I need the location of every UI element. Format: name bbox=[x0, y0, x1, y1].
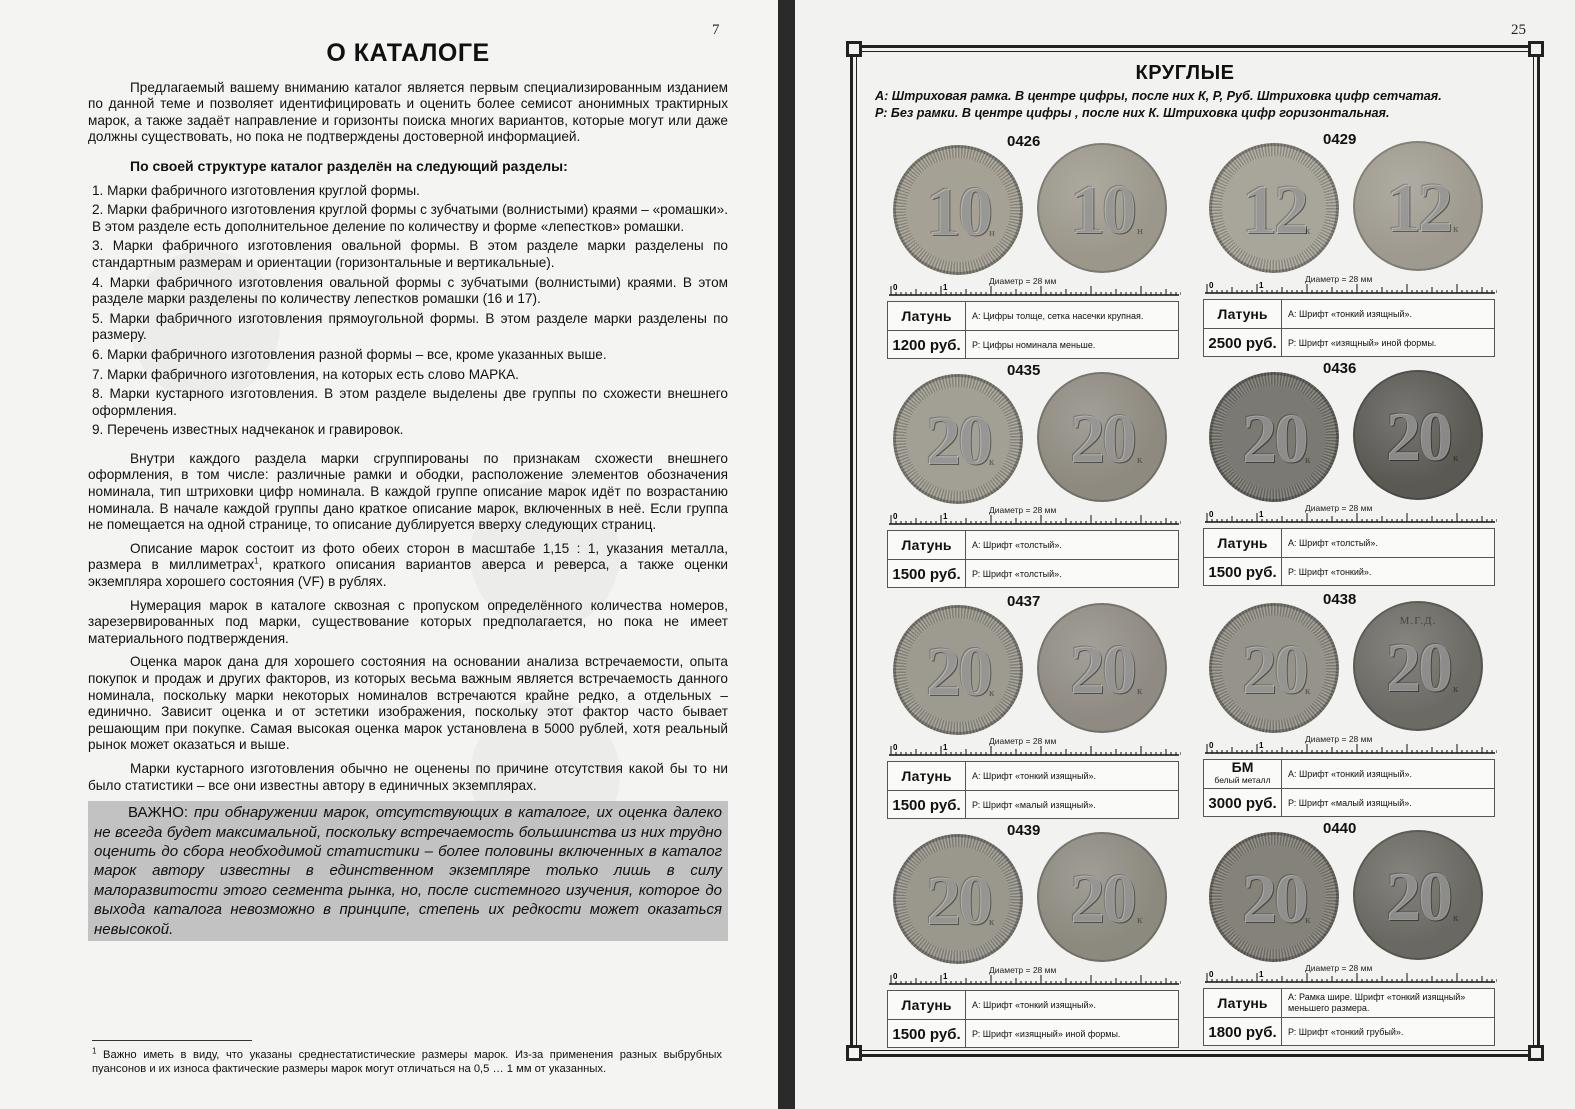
metal-cell bbox=[1204, 760, 1282, 788]
obverse-variant: А: Шрифт «тонкий изящный». bbox=[1288, 768, 1413, 779]
token-code: 0436 bbox=[1323, 360, 1357, 377]
token-info-table bbox=[887, 301, 1179, 359]
ruler-one-label: 1 bbox=[943, 512, 948, 521]
token-code: 0437 bbox=[1007, 593, 1041, 610]
reverse-description: Р: Без рамки. В центре цифры , после них К. Штриховка цифр горизонтальная. bbox=[875, 106, 1390, 120]
important-note bbox=[88, 801, 728, 941]
footnote-ref: 1 bbox=[254, 556, 259, 566]
estimate-paragraph: Оценка марок дана для хорошего состояния на основании анализа встречаемости, опыта покупок и продаж и других факторов, из которых весьма важным является встречаемость данного номинала, поскольку марки некоторых номиналов встречаются крайне редко, а отдельных – единично. Зависит оценка и от эстетики изображения, поскольку этот фактор часто бывает решающим при покупке. Самая высокая оценка марок установлена в 5000 рублей, хотя реальный рынок может оказаться и выше. bbox=[88, 654, 728, 753]
diameter-label: Диаметр = 28 мм bbox=[989, 505, 1057, 515]
price-label: 3000 руб. bbox=[1204, 789, 1282, 817]
list-item: 8. Марки кустарного изготовления. В этом разделе выделены две группы по схожести внешнего оформления. bbox=[92, 386, 728, 418]
structure-heading: По своей структуре каталог разделён на следующий разделы: bbox=[130, 157, 568, 174]
diameter-label: Диаметр = 28 мм bbox=[1305, 274, 1373, 284]
footnote-divider bbox=[92, 1040, 252, 1041]
ruler-one-label: 1 bbox=[1259, 741, 1264, 750]
token-entry bbox=[1203, 820, 1503, 1048]
ruler-zero-label: 0 bbox=[893, 972, 898, 981]
metal-label: БМ bbox=[1231, 759, 1254, 775]
obverse-variant: А: Шрифт «тонкий изящный». bbox=[972, 999, 1097, 1010]
description-paragraph bbox=[88, 541, 728, 591]
token-obverse-photo bbox=[1209, 143, 1339, 273]
list-item: 2. Марки фабричного изготовления круглой формы с зубчатыми (волнистыми) краями – «ромашки». В этом разделе есть дополнительное деление по количеству и форме «лепестков» ромашки. bbox=[92, 202, 728, 234]
frame-corner bbox=[1528, 41, 1544, 57]
metal-label: Латунь bbox=[901, 767, 952, 784]
metal-label: Латунь bbox=[1217, 534, 1268, 551]
footnote-number: 1 bbox=[92, 1046, 97, 1056]
obverse-denomination: 20 bbox=[1242, 632, 1306, 709]
reverse-variant: Р: Шрифт «тонкий грубый». bbox=[1288, 1026, 1404, 1037]
reverse-mark: к bbox=[1453, 912, 1459, 924]
reverse-denomination: 20 bbox=[1070, 861, 1134, 938]
reverse-mark: к bbox=[1453, 683, 1459, 695]
reverse-variant: Р: Шрифт «изящный» иной формы. bbox=[972, 1028, 1121, 1039]
section-title: КРУГЛЫЕ bbox=[1135, 62, 1235, 84]
diameter-label: Диаметр = 28 мм bbox=[1305, 503, 1373, 513]
price-label: 1500 руб. bbox=[888, 1020, 966, 1048]
token-entry bbox=[1203, 131, 1503, 359]
metal-label: Латунь bbox=[901, 307, 952, 324]
diameter-label: Диаметр = 28 мм bbox=[1305, 734, 1373, 744]
reverse-denomination: 12 bbox=[1386, 170, 1450, 247]
ruler-zero-label: 0 bbox=[893, 283, 898, 292]
scale-ruler bbox=[887, 512, 1181, 528]
token-reverse-photo bbox=[1353, 141, 1483, 271]
list-item: 6. Марки фабричного изготовления разной формы – все, кроме указанных выше. bbox=[92, 346, 607, 362]
token-entry bbox=[1203, 360, 1503, 588]
token-info-table bbox=[887, 530, 1179, 588]
metal-note: белый металл bbox=[1214, 775, 1271, 785]
token-info-table bbox=[1203, 759, 1495, 817]
token-entry bbox=[887, 133, 1187, 361]
obverse-mark: к bbox=[1305, 914, 1311, 926]
ruler-zero-label: 0 bbox=[1209, 510, 1214, 519]
obverse-denomination: 12 bbox=[1242, 172, 1306, 249]
left-page bbox=[0, 0, 778, 1109]
token-reverse-photo bbox=[1037, 143, 1167, 273]
catalog-intro-text bbox=[88, 39, 729, 941]
diameter-label: Диаметр = 28 мм bbox=[1305, 963, 1373, 973]
ruler-zero-label: 0 bbox=[893, 512, 898, 521]
page-number: 25 bbox=[1511, 22, 1526, 38]
obverse-mark: н bbox=[989, 227, 995, 239]
metal-cell bbox=[888, 991, 966, 1019]
token-entry bbox=[887, 593, 1187, 821]
metal-label: Латунь bbox=[901, 536, 952, 553]
page-number: 7 bbox=[712, 22, 720, 38]
list-item: 3. Марки фабричного изготовления овальной формы. В этом разделе марки разделены по стандартным размерам и ориентации (горизонтальные и вертикальные). bbox=[92, 238, 728, 270]
ruler-one-label: 1 bbox=[1259, 281, 1264, 290]
token-reverse-photo bbox=[1037, 603, 1167, 733]
ruler-zero-label: 0 bbox=[1209, 281, 1214, 290]
metal-cell bbox=[1204, 989, 1282, 1017]
obverse-variant: А: Шрифт «тонкий изящный». bbox=[972, 770, 1097, 781]
price-label: 2500 руб. bbox=[1204, 329, 1282, 357]
ruler-one-label: 1 bbox=[1259, 510, 1264, 519]
token-info-table bbox=[887, 761, 1179, 819]
reverse-denomination: 20 bbox=[1070, 632, 1134, 709]
page-title: О КАТАЛОГЕ bbox=[326, 39, 490, 67]
token-code: 0429 bbox=[1323, 131, 1357, 148]
metal-label: Латунь bbox=[1217, 994, 1268, 1011]
token-code: 0435 bbox=[1007, 362, 1041, 379]
metal-label: Латунь bbox=[1217, 305, 1268, 322]
ruler-one-label: 1 bbox=[943, 283, 948, 292]
obverse-mark: к bbox=[989, 456, 995, 468]
reverse-mark: к bbox=[1453, 452, 1459, 464]
token-code: 0439 bbox=[1007, 822, 1041, 839]
reverse-denomination: 20 bbox=[1386, 399, 1450, 476]
scale-ruler bbox=[887, 743, 1181, 759]
obverse-denomination: 20 bbox=[926, 863, 990, 940]
handmade-paragraph: Марки кустарного изготовления обычно не оценены по причине отсутствия какой бы то ни было статистики – все они известны автору в единичных экземплярах. bbox=[88, 760, 728, 793]
diameter-label: Диаметр = 28 мм bbox=[989, 965, 1057, 975]
price-label: 1800 руб. bbox=[1204, 1018, 1282, 1046]
token-entry bbox=[887, 362, 1187, 590]
token-code: 0438 bbox=[1323, 591, 1357, 608]
obverse-denomination: 20 bbox=[1242, 401, 1306, 478]
reverse-mark: к bbox=[1137, 685, 1143, 697]
list-item: 5. Марки фабричного изготовления прямоугольной формы. В этом разделе марки разделены по размеру. bbox=[92, 310, 728, 343]
ruler-zero-label: 0 bbox=[1209, 741, 1214, 750]
token-obverse-photo bbox=[1209, 832, 1339, 962]
important-label: ВАЖНО: bbox=[128, 804, 189, 822]
reverse-mark: к bbox=[1137, 454, 1143, 466]
frame-corner bbox=[1528, 1045, 1544, 1061]
important-text: при обнаружении марок, отсутствующих в каталоге, их оценка далеко не всегда будет максимальной, поскольку встречаемость большинства из них трудно оценить до сбора необходимой статистики – более половины включенных в каталог марок автору известны в единственном экземпляре только лишь в силу малоразвитости этого сегмента рынка, но, после системного изучения, которое до выхода каталога невозможно в принципе, степень их редкости может оказаться невысокой. bbox=[94, 804, 722, 938]
reverse-variant: Р: Шрифт «толстый». bbox=[972, 568, 1062, 579]
token-info-table bbox=[1203, 988, 1495, 1046]
footnote-text: Важно иметь в виду, что указаны среднестатистические размеры марок. Из-за применения разных выбрубных пуансонов и их износа фактические размеры марок могут отличаться на 0,5 … 1 мм от указанных. bbox=[92, 1049, 722, 1075]
scale-ruler bbox=[887, 972, 1181, 988]
obverse-mark: к bbox=[1305, 685, 1311, 697]
price-label: 1200 руб. bbox=[888, 331, 966, 359]
description-text-a: Описание марок состоит из фото обеих сторон в масштабе 1,15 : 1, указания металла, размера в миллиметрах bbox=[88, 540, 728, 573]
obverse-variant: А: Шрифт «тонкий изящный». bbox=[1288, 308, 1413, 319]
reverse-initials: М.Г.Д. bbox=[1399, 615, 1437, 627]
obverse-description: А: Штриховая рамка. В центре цифры, после них К, Р, Руб. Штриховка цифр сетчатая. bbox=[875, 89, 1442, 103]
token-reverse-photo bbox=[1353, 370, 1483, 500]
ruler-one-label: 1 bbox=[943, 743, 948, 752]
groups-paragraph: Внутри каждого раздела марки сгруппированы по признакам схожести внешнего оформления, в том числе: различные рамки и ободки, расположение элементов обозначения номинала, тип штриховки цифр номинала. В каждой группе описание марок идёт по возрастанию номинала. В начале каждой группы дано краткое описание марок, включенных в неё. Если группа не помещается на одной странице, то описание дублируется вверху следующих страниц. bbox=[88, 450, 728, 533]
token-reverse-photo bbox=[1037, 832, 1167, 962]
diameter-label: Диаметр = 28 мм bbox=[989, 736, 1057, 746]
reverse-denomination: 20 bbox=[1070, 401, 1134, 478]
diameter-label: Диаметр = 28 мм bbox=[989, 276, 1057, 286]
token-info-table bbox=[1203, 528, 1495, 586]
token-obverse-photo bbox=[893, 605, 1023, 735]
scale-ruler bbox=[1203, 970, 1497, 986]
obverse-denomination: 10 bbox=[926, 174, 990, 251]
ruler-one-label: 1 bbox=[1259, 970, 1264, 979]
obverse-variant: А: Шрифт «толстый». bbox=[1288, 537, 1378, 548]
obverse-mark: к bbox=[1305, 225, 1311, 237]
reverse-variant: Р: Шрифт «малый изящный». bbox=[972, 799, 1096, 810]
sections-list bbox=[88, 183, 728, 439]
token-obverse-photo bbox=[1209, 372, 1339, 502]
obverse-mark: к bbox=[989, 916, 995, 928]
reverse-variant: Р: Шрифт «тонкий». bbox=[1288, 566, 1372, 577]
frame-corner bbox=[846, 41, 862, 57]
metal-cell bbox=[888, 302, 966, 330]
token-obverse-photo bbox=[893, 374, 1023, 504]
reverse-denomination: 10 bbox=[1070, 172, 1134, 249]
reverse-denomination: 20 bbox=[1386, 859, 1450, 936]
token-code: 0426 bbox=[1007, 133, 1041, 150]
metal-label: Латунь bbox=[901, 996, 952, 1013]
reverse-mark: к bbox=[1453, 223, 1459, 235]
token-entry bbox=[887, 822, 1187, 1050]
token-entry bbox=[1203, 591, 1503, 819]
metal-cell bbox=[1204, 300, 1282, 328]
reverse-denomination: 20 bbox=[1386, 630, 1450, 707]
token-code: 0440 bbox=[1323, 820, 1357, 837]
token-reverse-photo bbox=[1353, 830, 1483, 960]
ruler-zero-label: 0 bbox=[1209, 970, 1214, 979]
token-reverse-photo bbox=[1353, 601, 1483, 731]
obverse-variant: А: Шрифт «толстый». bbox=[972, 539, 1062, 550]
scale-ruler bbox=[1203, 741, 1497, 757]
token-info-table bbox=[887, 990, 1179, 1048]
reverse-mark: н bbox=[1137, 225, 1143, 237]
reverse-variant: Р: Шрифт «малый изящный». bbox=[1288, 797, 1412, 808]
metal-cell bbox=[1204, 529, 1282, 557]
token-reverse-photo bbox=[1037, 372, 1167, 502]
list-item: 1. Марки фабричного изготовления круглой формы. bbox=[92, 182, 420, 198]
obverse-denomination: 20 bbox=[926, 634, 990, 711]
footnote bbox=[92, 1048, 722, 1076]
obverse-mark: к bbox=[1305, 454, 1311, 466]
metal-cell bbox=[888, 531, 966, 559]
list-item: 7. Марки фабричного изготовления, на которых есть слово МАРКА. bbox=[92, 366, 519, 382]
scale-ruler bbox=[1203, 281, 1497, 297]
list-item: 4. Марки фабричного изготовления овальной формы с зубчатыми (волнистыми) краями. В этом разделе марки разделены по количеству лепестков ромашки (16 и 17). bbox=[92, 274, 728, 307]
token-obverse-photo bbox=[1209, 603, 1339, 733]
frame-corner bbox=[846, 1045, 862, 1061]
scale-ruler bbox=[1203, 510, 1497, 526]
obverse-variant: А: Рамка шире. Шрифт «тонкий изящный» меньшего размера. bbox=[1288, 992, 1466, 1013]
reverse-mark: к bbox=[1137, 914, 1143, 926]
ruler-zero-label: 0 bbox=[893, 743, 898, 752]
intro-paragraph: Предлагаемый вашему вниманию каталог является первым специализированным изданием по данной теме и позволяет идентифицировать и оценить более семисот анонимных трактирных марок, а также задаёт направление и горизонты поиска многих вариантов, которые могут или даже должны существовать, но пока не подтверждены достоверной информацией. bbox=[88, 79, 728, 145]
token-obverse-photo bbox=[893, 834, 1023, 964]
ruler-one-label: 1 bbox=[943, 972, 948, 981]
scale-ruler bbox=[887, 283, 1181, 299]
right-page bbox=[795, 0, 1575, 1109]
metal-cell bbox=[888, 762, 966, 790]
obverse-variant: А: Цифры толще, сетка насечки крупная. bbox=[972, 310, 1144, 321]
obverse-mark: к bbox=[989, 687, 995, 699]
token-info-table bbox=[1203, 299, 1495, 357]
price-label: 1500 руб. bbox=[1204, 558, 1282, 586]
price-label: 1500 руб. bbox=[888, 791, 966, 819]
obverse-denomination: 20 bbox=[926, 403, 990, 480]
price-label: 1500 руб. bbox=[888, 560, 966, 588]
list-item: 9. Перечень известных надчеканок и гравировок. bbox=[92, 422, 404, 438]
reverse-variant: Р: Шрифт «изящный» иной формы. bbox=[1288, 337, 1437, 348]
numbering-paragraph: Нумерация марок в каталоге сквозная с пропуском определённого количества номеров, зарезервированных под марки, существование которых предполагается, но пока не имеет материального подтверждения. bbox=[88, 597, 728, 646]
obverse-denomination: 20 bbox=[1242, 861, 1306, 938]
description-text-b: , краткого описания вариантов аверса и реверса, а также оценки экземпляра хорошего состояния (VF) в рублях. bbox=[88, 557, 729, 590]
reverse-variant: Р: Цифры номинала меньше. bbox=[972, 339, 1096, 350]
token-obverse-photo bbox=[893, 145, 1023, 275]
